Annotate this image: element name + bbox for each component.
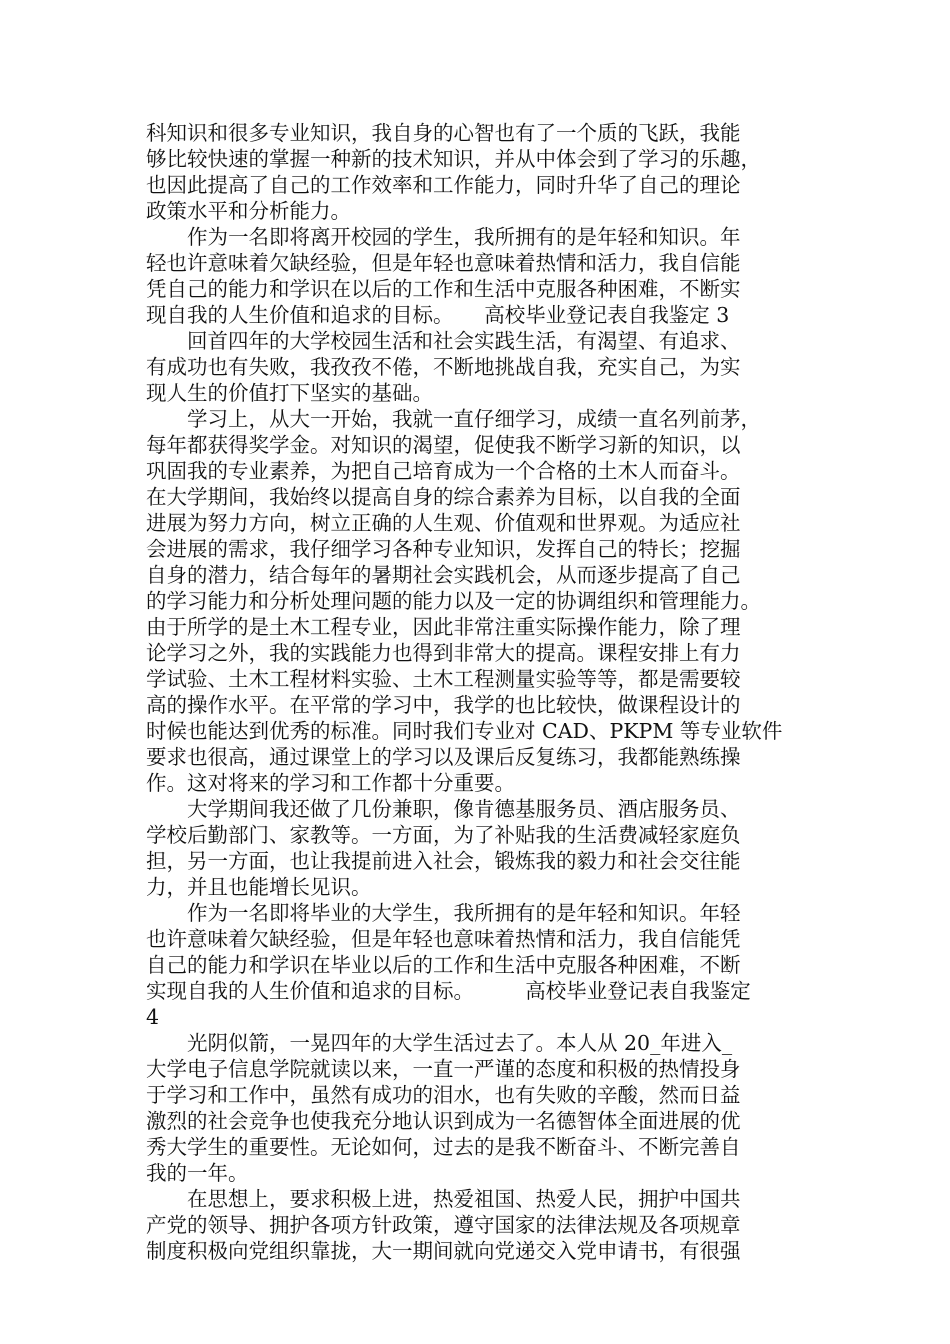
- text-line: 大学期间我还做了几份兼职，像肯德基服务员、酒店服务员、: [146, 797, 741, 821]
- text-line: 作。这对将来的学习和工作都十分重要。: [146, 771, 515, 795]
- text-line: 时候也能达到优秀的标准。同时我们专业对 CAD、PKPM 等专业软件: [146, 719, 783, 743]
- text-line: 作为一名即将毕业的大学生，我所拥有的是年轻和知识。年轻: [146, 901, 741, 925]
- text-line: 学习上，从大一开始，我就一直仔细学习，成绩一直名列前茅，: [146, 407, 761, 431]
- text-line: 由于所学的是土木工程专业，因此非常注重实际操作能力，除了理: [146, 615, 741, 639]
- text-line: 光阴似箭，一晃四年的大学生活过去了。本人从 20_年进入_: [146, 1031, 733, 1055]
- text-line: 4: [146, 1005, 160, 1029]
- text-line: 力，并且也能增长见识。: [146, 875, 372, 899]
- text-line: 进展为努力方向，树立正确的人生观、价值观和世界观。为适应社: [146, 511, 741, 535]
- text-line: 制度积极向党组织靠拢，大一期间就向党递交入党申请书，有很强: [146, 1239, 741, 1263]
- text-line: 产党的领导、拥护各项方针政策，遵守国家的法律法规及各项规章: [146, 1213, 741, 1237]
- text-line: 大学电子信息学院就读以来，一直一严谨的态度和积极的热情投身: [146, 1057, 741, 1081]
- text-line: 够比较快速的掌握一种新的技术知识，并从中体会到了学习的乐趣，: [146, 147, 761, 171]
- text-line: 的学习能力和分析处理问题的能力以及一定的协调组织和管理能力。: [146, 589, 761, 613]
- text-line: 论学习之外，我的实践能力也得到非常大的提高。课程安排上有力: [146, 641, 741, 665]
- text-line: 自己的能力和学识在毕业以后的工作和生活中克服各种困难，不断: [146, 953, 741, 977]
- text-line: 我的一年。: [146, 1161, 249, 1185]
- text-line: 现人生的价值打下坚实的基础。: [146, 381, 433, 405]
- text-line: 自身的潜力，结合每年的暑期社会实践机会，从而逐步提高了自己: [146, 563, 741, 587]
- text-line: 每年都获得奖学金。对知识的渴望，促使我不断学习新的知识，以: [146, 433, 741, 457]
- text-line: 学试验、土木工程材料实验、土木工程测量实验等等，都是需要较: [146, 667, 741, 691]
- text-line: 秀大学生的重要性。无论如何，过去的是我不断奋斗、不断完善自: [146, 1135, 741, 1159]
- text-line: 有成功也有失败，我孜孜不倦，不断地挑战自我，充实自己，为实: [146, 355, 741, 379]
- text-line: 高的操作水平。在平常的学习中，我学的也比较快，做课程设计的: [146, 693, 741, 717]
- text-line: 政策水平和分析能力。: [146, 199, 351, 223]
- text-line: 于学习和工作中，虽然有成功的泪水，也有失败的辛酸，然而日益: [146, 1083, 741, 1107]
- text-line: 激烈的社会竞争也使我充分地认识到成为一名德智体全面进展的优: [146, 1109, 741, 1133]
- text-line: 学校后勤部门、家教等。一方面，为了补贴我的生活费减轻家庭负: [146, 823, 741, 847]
- text-line: 也因此提高了自己的工作效率和工作能力，同时升华了自己的理论: [146, 173, 741, 197]
- text-line: 实现自我的人生价值和追求的目标。 高校毕业登记表自我鉴定: [146, 979, 751, 1003]
- text-line: 担，另一方面，也让我提前进入社会，锻炼我的毅力和社会交往能: [146, 849, 741, 873]
- text-line: 要求也很高，通过课堂上的学习以及课后反复练习，我都能熟练操: [146, 745, 741, 769]
- text-line: 在大学期间，我始终以提高自身的综合素养为目标，以自我的全面: [146, 485, 741, 509]
- text-line: 回首四年的大学校园生活和社会实践生活，有渴望、有追求、: [146, 329, 741, 353]
- text-line: 会进展的需求，我仔细学习各种专业知识，发挥自己的特长；挖掘: [146, 537, 741, 561]
- text-line: 巩固我的专业素养，为把自己培育成为一个合格的土木人而奋斗。: [146, 459, 741, 483]
- text-line: 作为一名即将离开校园的学生，我所拥有的是年轻和知识。年: [146, 225, 741, 249]
- text-line: 科知识和很多专业知识，我自身的心智也有了一个质的飞跃，我能: [146, 121, 741, 145]
- text-line: 凭自己的能力和学识在以后的工作和生活中克服各种困难，不断实: [146, 277, 741, 301]
- text-line: 现自我的人生价值和追求的目标。 高校毕业登记表自我鉴定 3: [146, 303, 730, 327]
- text-line: 也许意味着欠缺经验，但是年轻也意味着热情和活力，我自信能凭: [146, 927, 741, 951]
- text-line: 在思想上，要求积极上进，热爱祖国、热爱人民，拥护中国共: [146, 1187, 741, 1211]
- text-line: 轻也许意味着欠缺经验，但是年轻也意味着热情和活力，我自信能: [146, 251, 741, 275]
